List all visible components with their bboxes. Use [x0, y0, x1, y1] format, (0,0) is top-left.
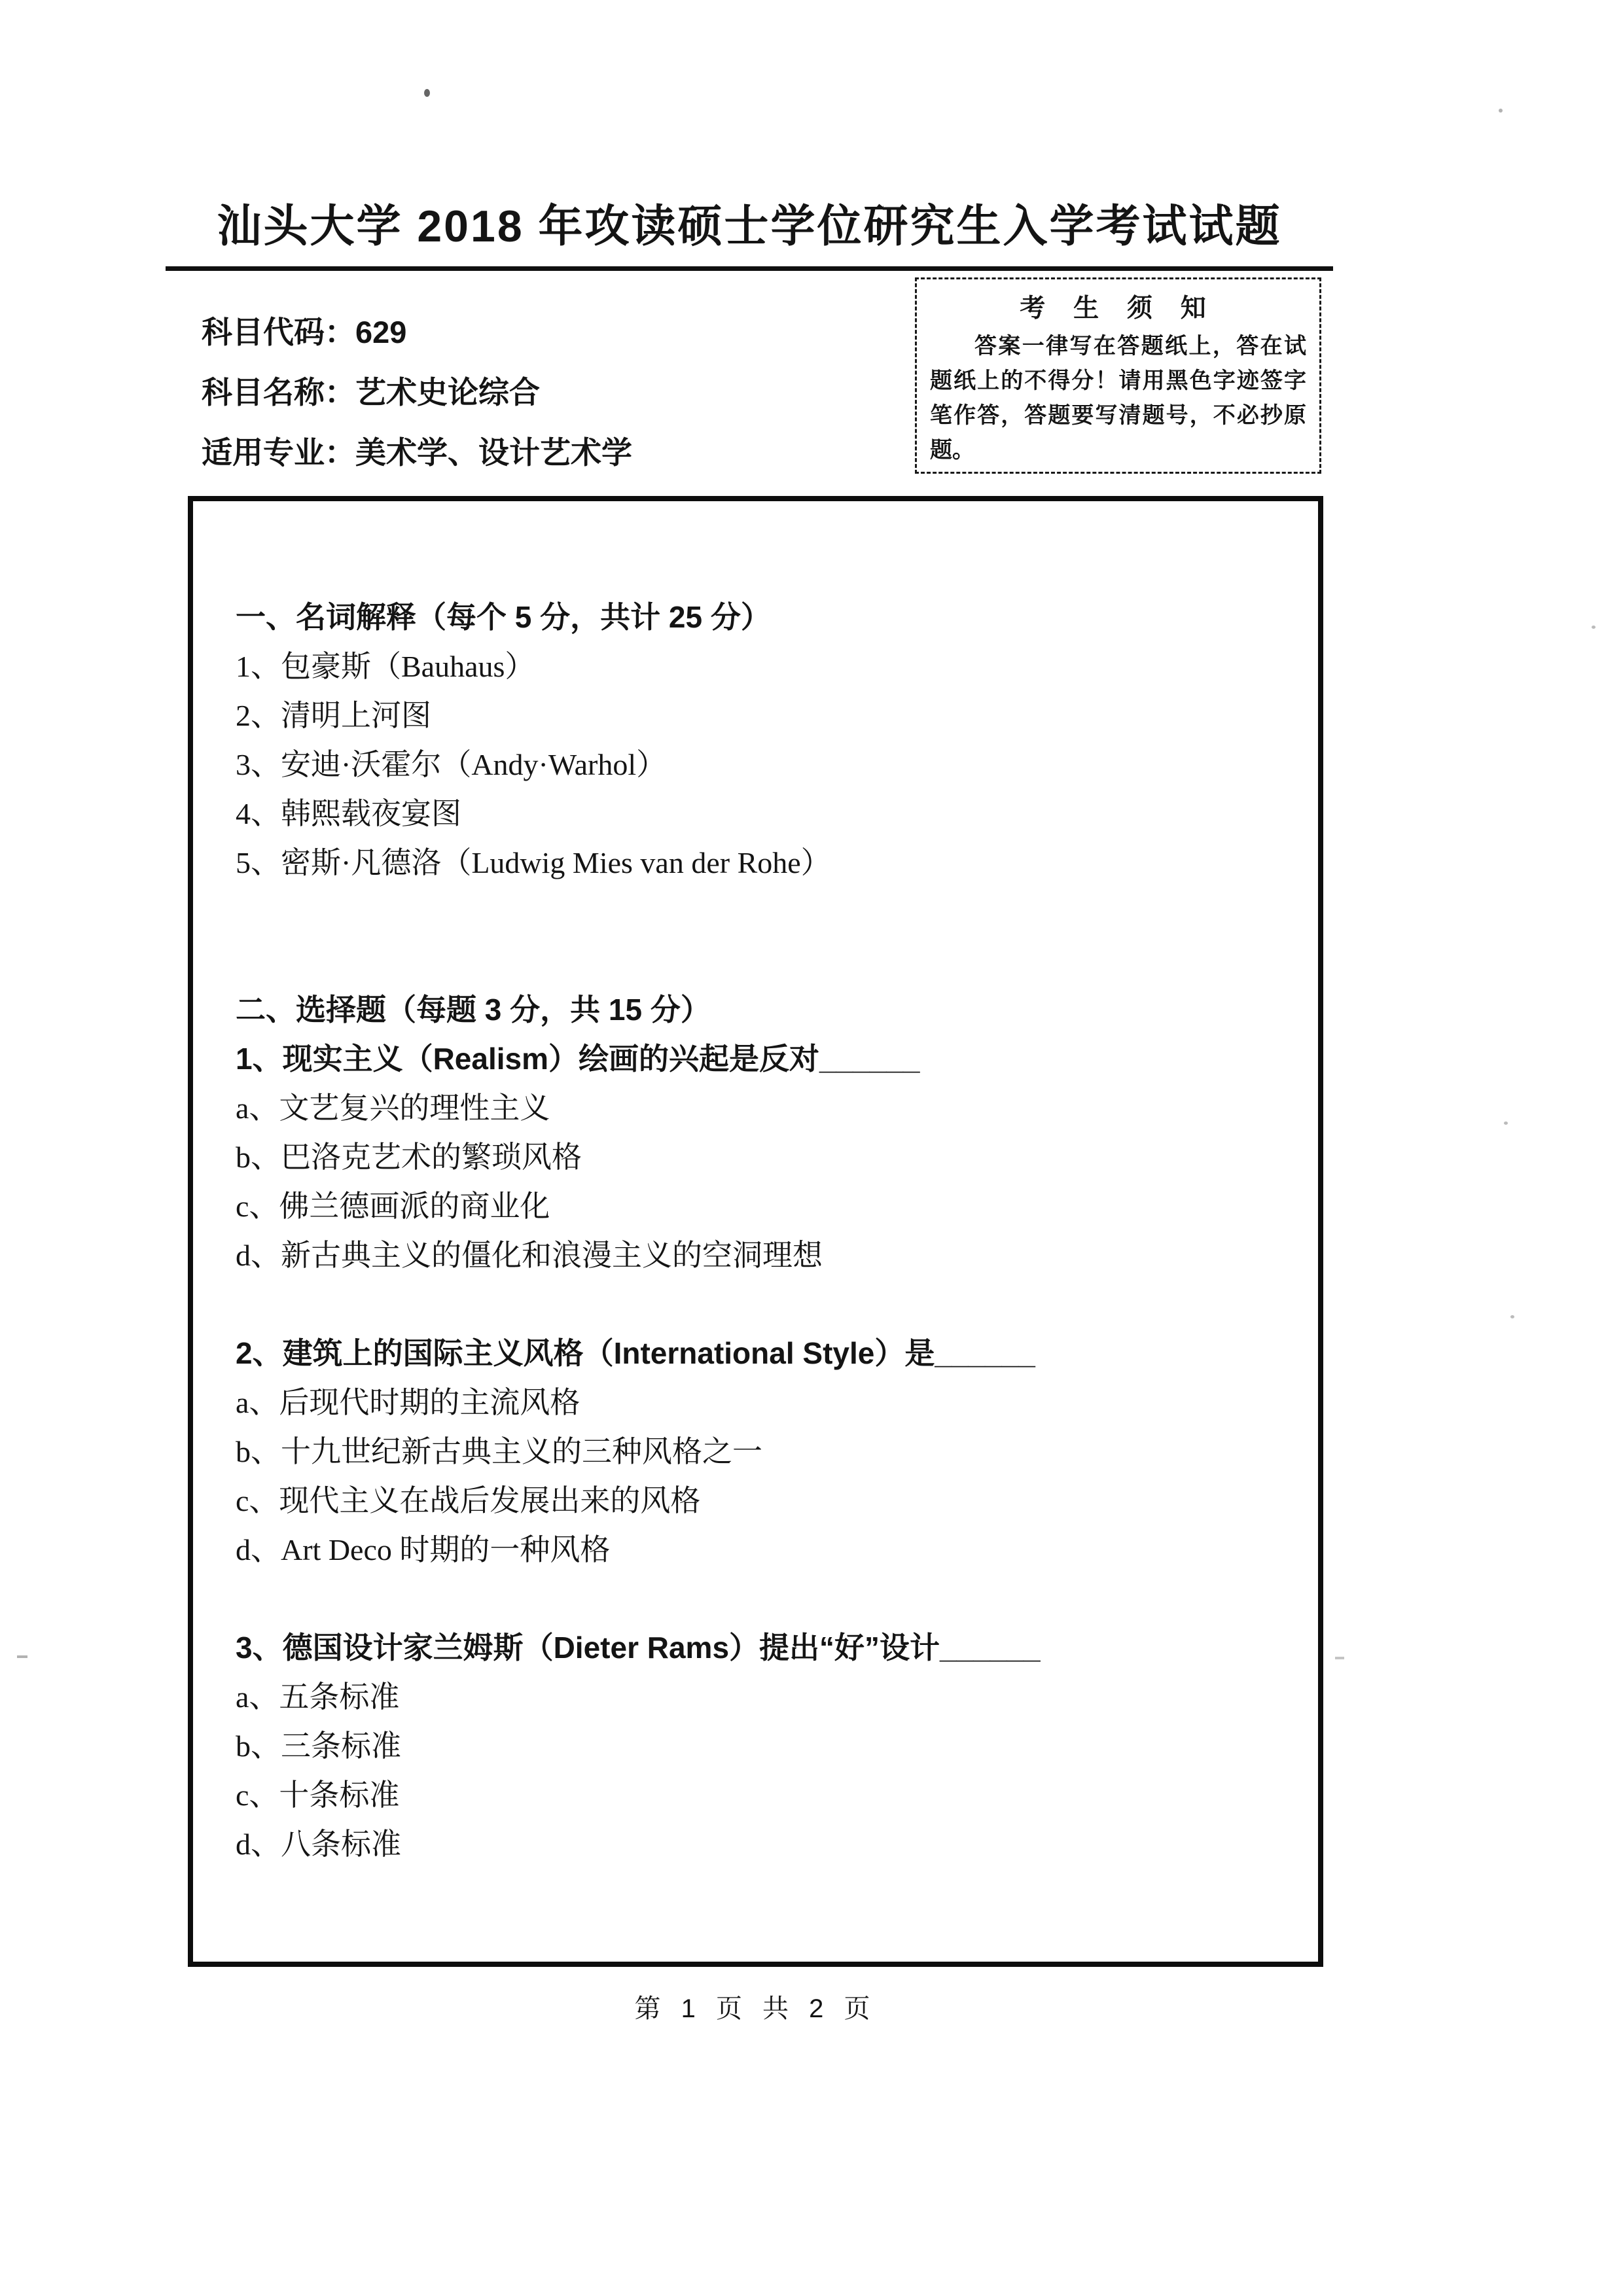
- scan-speck: [17, 1655, 27, 1658]
- spacer: [236, 887, 1279, 985]
- scan-speck: [1504, 1122, 1508, 1125]
- question-3-option-c: c、十条标准: [236, 1778, 400, 1812]
- term-item-1: 1、包豪斯（Bauhaus）: [236, 650, 535, 683]
- title-underline: [166, 266, 1333, 271]
- question-3-stem: 3、德国设计家兰姆斯（Dieter Rams）提出“好”设计______: [236, 1631, 1041, 1665]
- scan-speck: [1592, 626, 1596, 629]
- subject-meta: [202, 302, 632, 483]
- question-2-stem: 2、建筑上的国际主义风格（International Style）是______: [236, 1336, 1035, 1370]
- scan-speck: [1335, 1657, 1344, 1659]
- notice-body: 答案一律写在答题纸上，答在试题纸上的不得分！请用黑色字迹签字笔作答，答题要写清题号，不必抄原题。: [930, 334, 1306, 463]
- question-2-option-c: c、现代主义在战后发展出来的风格: [236, 1484, 701, 1517]
- question-3-option-a: a、五条标准: [236, 1680, 400, 1714]
- notice-title: 考 生 须 知: [1020, 294, 1217, 323]
- question-2-option-a: a、后现代时期的主流风格: [236, 1386, 580, 1419]
- page-number: 第 1 页 共 2 页: [634, 1994, 877, 2023]
- section-2-header: 二、选择题（每题 3 分，共 15 分）: [236, 993, 711, 1027]
- question-2-option-b: b、十九世纪新古典主义的三种风格之一: [236, 1435, 762, 1468]
- scan-speck: [424, 89, 430, 97]
- candidate-notice-box: [915, 277, 1321, 474]
- spacer: [236, 1574, 1279, 1623]
- question-1-option-a: a、文艺复兴的理性主义: [236, 1091, 550, 1125]
- term-item-2: 2、清明上河图: [236, 699, 431, 732]
- question-area: [188, 496, 1323, 1967]
- subject-name: 科目名称：艺术史论综合: [202, 375, 540, 410]
- term-item-4: 4、韩熙载夜宴图: [236, 797, 461, 830]
- question-1-option-b: b、巴洛克艺术的繁琐风格: [236, 1140, 582, 1174]
- page-title: 汕头大学 2018 年攻读硕士学位研究生入学考试试题: [217, 202, 1282, 251]
- spacer: [236, 1280, 1279, 1329]
- question-2-option-d: d、Art Deco 时期的一种风格: [236, 1533, 611, 1566]
- question-1-option-d: d、新古典主义的僵化和浪漫主义的空洞理想: [236, 1239, 823, 1272]
- scan-speck: [1499, 109, 1503, 113]
- question-3-option-b: b、三条标准: [236, 1729, 401, 1763]
- subject-code: 科目代码：629: [202, 315, 407, 349]
- question-1-option-c: c、佛兰德画派的商业化: [236, 1190, 550, 1223]
- term-item-3: 3、安迪·沃霍尔（Andy·Warhol）: [236, 748, 667, 781]
- applicable-major: 适用专业：美术学、设计艺术学: [202, 435, 632, 470]
- question-1-stem: 1、现实主义（Realism）绘画的兴起是反对______: [236, 1042, 920, 1076]
- scan-speck: [1510, 1315, 1514, 1318]
- section-1-header: 一、名词解释（每个 5 分，共计 25 分）: [236, 600, 771, 634]
- term-item-5: 5、密斯·凡德洛（Ludwig Mies van der Rohe）: [236, 846, 831, 879]
- question-3-option-d: d、八条标准: [236, 1828, 401, 1861]
